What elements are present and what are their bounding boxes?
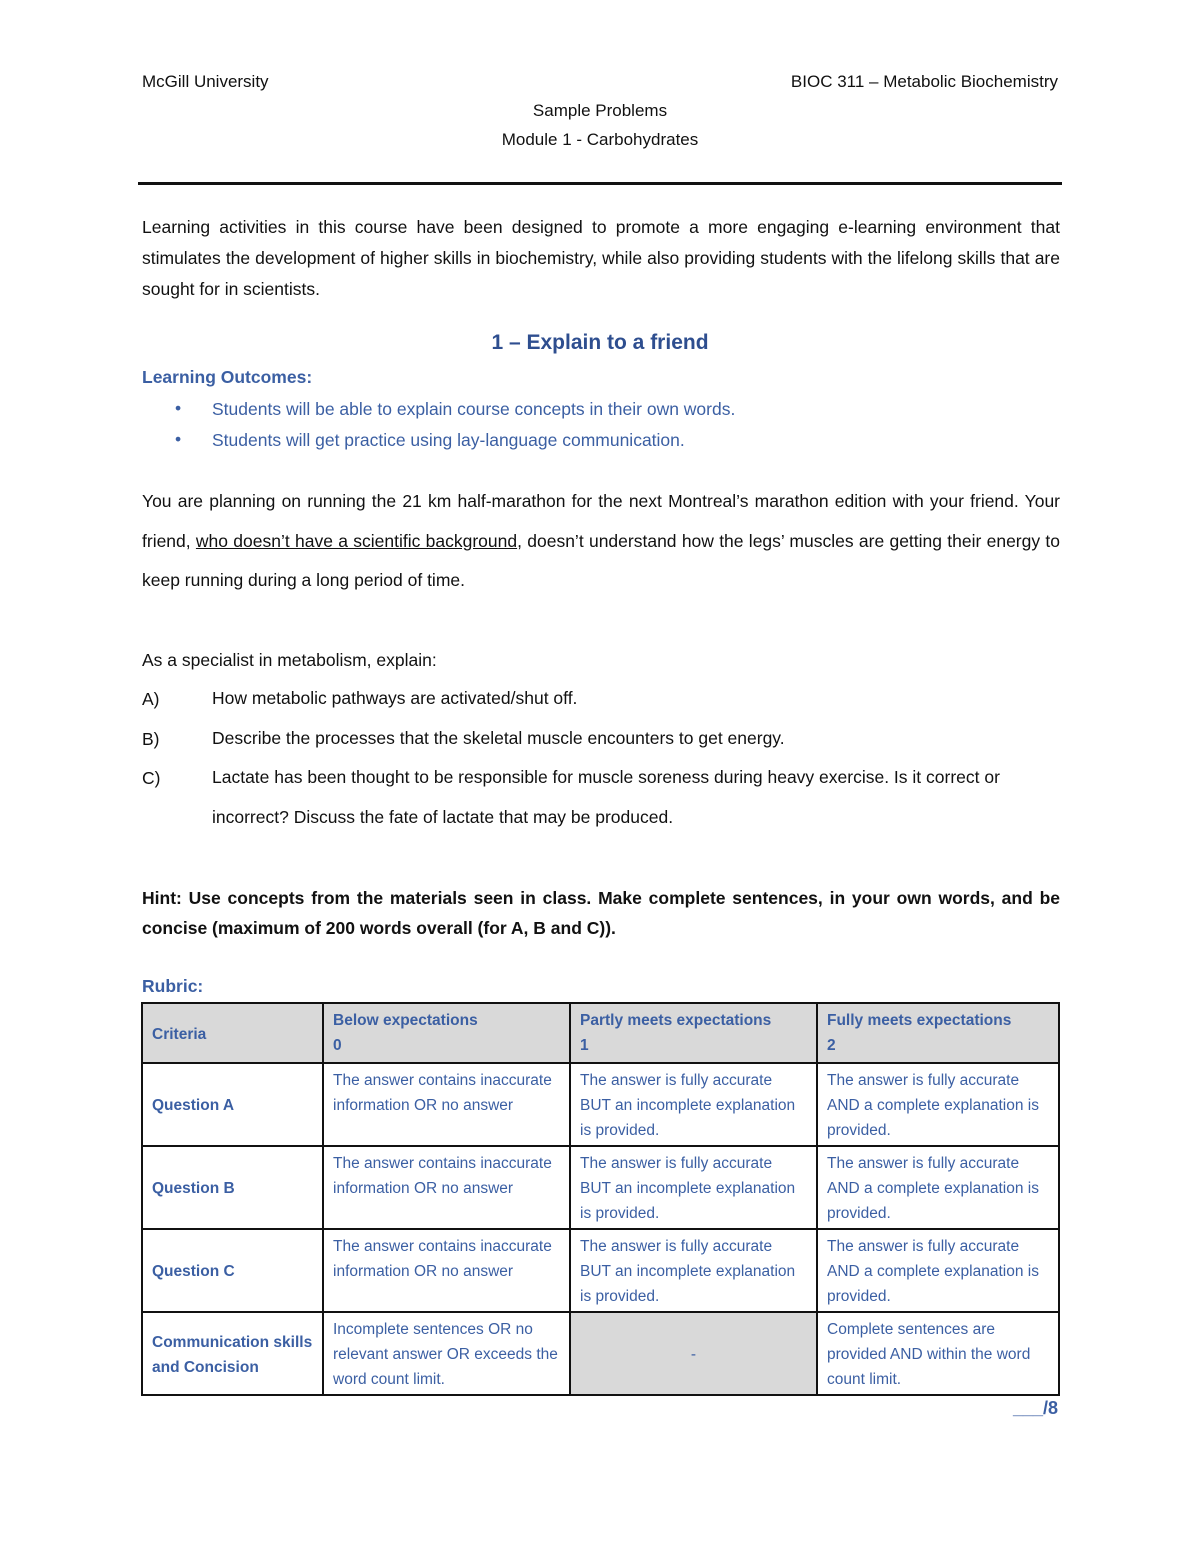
header-module: Module 1 - Carbohydrates [501,130,699,149]
learning-outcome-item: Students will get practice using lay-language communication. [212,430,685,450]
scenario-text: You are planning on running the 21 km half-marathon for the next Montreal’s marathon edition with your friend. Your friend, [142,491,1060,551]
bullet-icon: • [175,398,182,418]
task-item-text: Describe the processes that the skeletal muscle encounters to get energy. [212,728,785,748]
rubric-criteria-cell: Question A [142,1063,323,1146]
rubric-header-label: Fully meets expectations [827,1012,1012,1029]
scenario-text-end: , doesn’t understand how the legs’ muscles are getting their energy to keep running during a long period of time. [142,530,1060,590]
rubric-header-row [142,1003,1059,1063]
section-title: 1 – Explain to a friend [491,331,709,354]
rubric-header-partly [570,1003,817,1063]
rubric-header-fully [817,1003,1059,1063]
rubric-header-label: Below expectations [333,1012,478,1029]
bullet-icon: • [175,429,182,449]
task-item-label: C) [142,768,161,788]
rubric-cell-partly-na: - [570,1312,817,1395]
rubric-cell-partly: The answer is fully accurate BUT an incomplete explanation is provided. [570,1063,817,1146]
intro-paragraph: Learning activities in this course have been designed to promote a more engaging e-learning environment that stimulates the development of higher skills in biochemistry, while also providing students with the lifelong skills that are sought for in scientists. [142,217,1060,299]
rubric-cell-partly: The answer is fully accurate BUT an incomplete explanation is provided. [570,1229,817,1312]
rubric-header-label: Partly meets expectations [580,1012,772,1029]
rubric-header-below [323,1003,570,1063]
learning-outcome-item: Students will be able to explain course concepts in their own words. [212,399,736,419]
rubric-cell-below: The answer contains inaccurate information OR no answer [323,1229,570,1312]
task-lead: As a specialist in metabolism, explain: [142,650,437,670]
rubric-criteria-cell: Question B [142,1146,323,1229]
hint-paragraph: Hint: Use concepts from the materials seen in class. Make complete sentences, in your own words, and be concise (maximum of 200 words overall (for A, B and C)). [142,888,1060,938]
rubric-title: Rubric: [142,976,204,996]
rubric-criteria-cell: Communication skills and Concision [142,1312,323,1395]
score-total: ___/8 [1012,1398,1058,1418]
task-item-text: How metabolic pathways are activated/shut off. [212,688,578,708]
rubric-header-score: 2 [827,1037,836,1054]
rubric-cell-fully: The answer is fully accurate AND a complete explanation is provided. [817,1229,1059,1312]
rubric-cell-partly: The answer is fully accurate BUT an incomplete explanation is provided. [570,1146,817,1229]
rubric-row [142,1312,1059,1395]
rubric-header-score: 0 [333,1037,342,1054]
header-course: BIOC 311 – Metabolic Biochemistry [790,72,1058,91]
task-item-label: A) [142,689,160,709]
header-subtitle: Sample Problems [532,101,668,120]
rubric-header-score: 1 [580,1037,589,1054]
scenario-underlined: who doesn’t have a scientific background [195,530,518,551]
rubric-row [142,1229,1059,1312]
learning-outcomes-title: Learning Outcomes: [142,367,313,387]
rubric-cell-below: The answer contains inaccurate information OR no answer [323,1146,570,1229]
task-item-text: Lactate has been thought to be responsible for muscle soreness during heavy exercise. Is it correct or incorrect? Discuss the fate of lactate that may be produced. [212,767,1000,827]
rubric-row [142,1063,1059,1146]
header-institution: McGill University [142,72,269,91]
scenario-paragraph [142,482,1060,601]
rubric-cell-below: The answer contains inaccurate information OR no answer [323,1063,570,1146]
rubric-cell-below: Incomplete sentences OR no relevant answer OR exceeds the word count limit. [323,1312,570,1395]
rubric-cell-fully: The answer is fully accurate AND a complete explanation is provided. [817,1146,1059,1229]
rubric-cell-fully: Complete sentences are provided AND within the word count limit. [817,1312,1059,1395]
rubric-row [142,1146,1059,1229]
rubric-cell-fully: The answer is fully accurate AND a complete explanation is provided. [817,1063,1059,1146]
task-item-label: B) [142,729,160,749]
header-divider [138,182,1062,185]
rubric-header-criteria: Criteria [142,1003,323,1063]
rubric-criteria-cell: Question C [142,1229,323,1312]
rubric-table [141,1002,1060,1396]
